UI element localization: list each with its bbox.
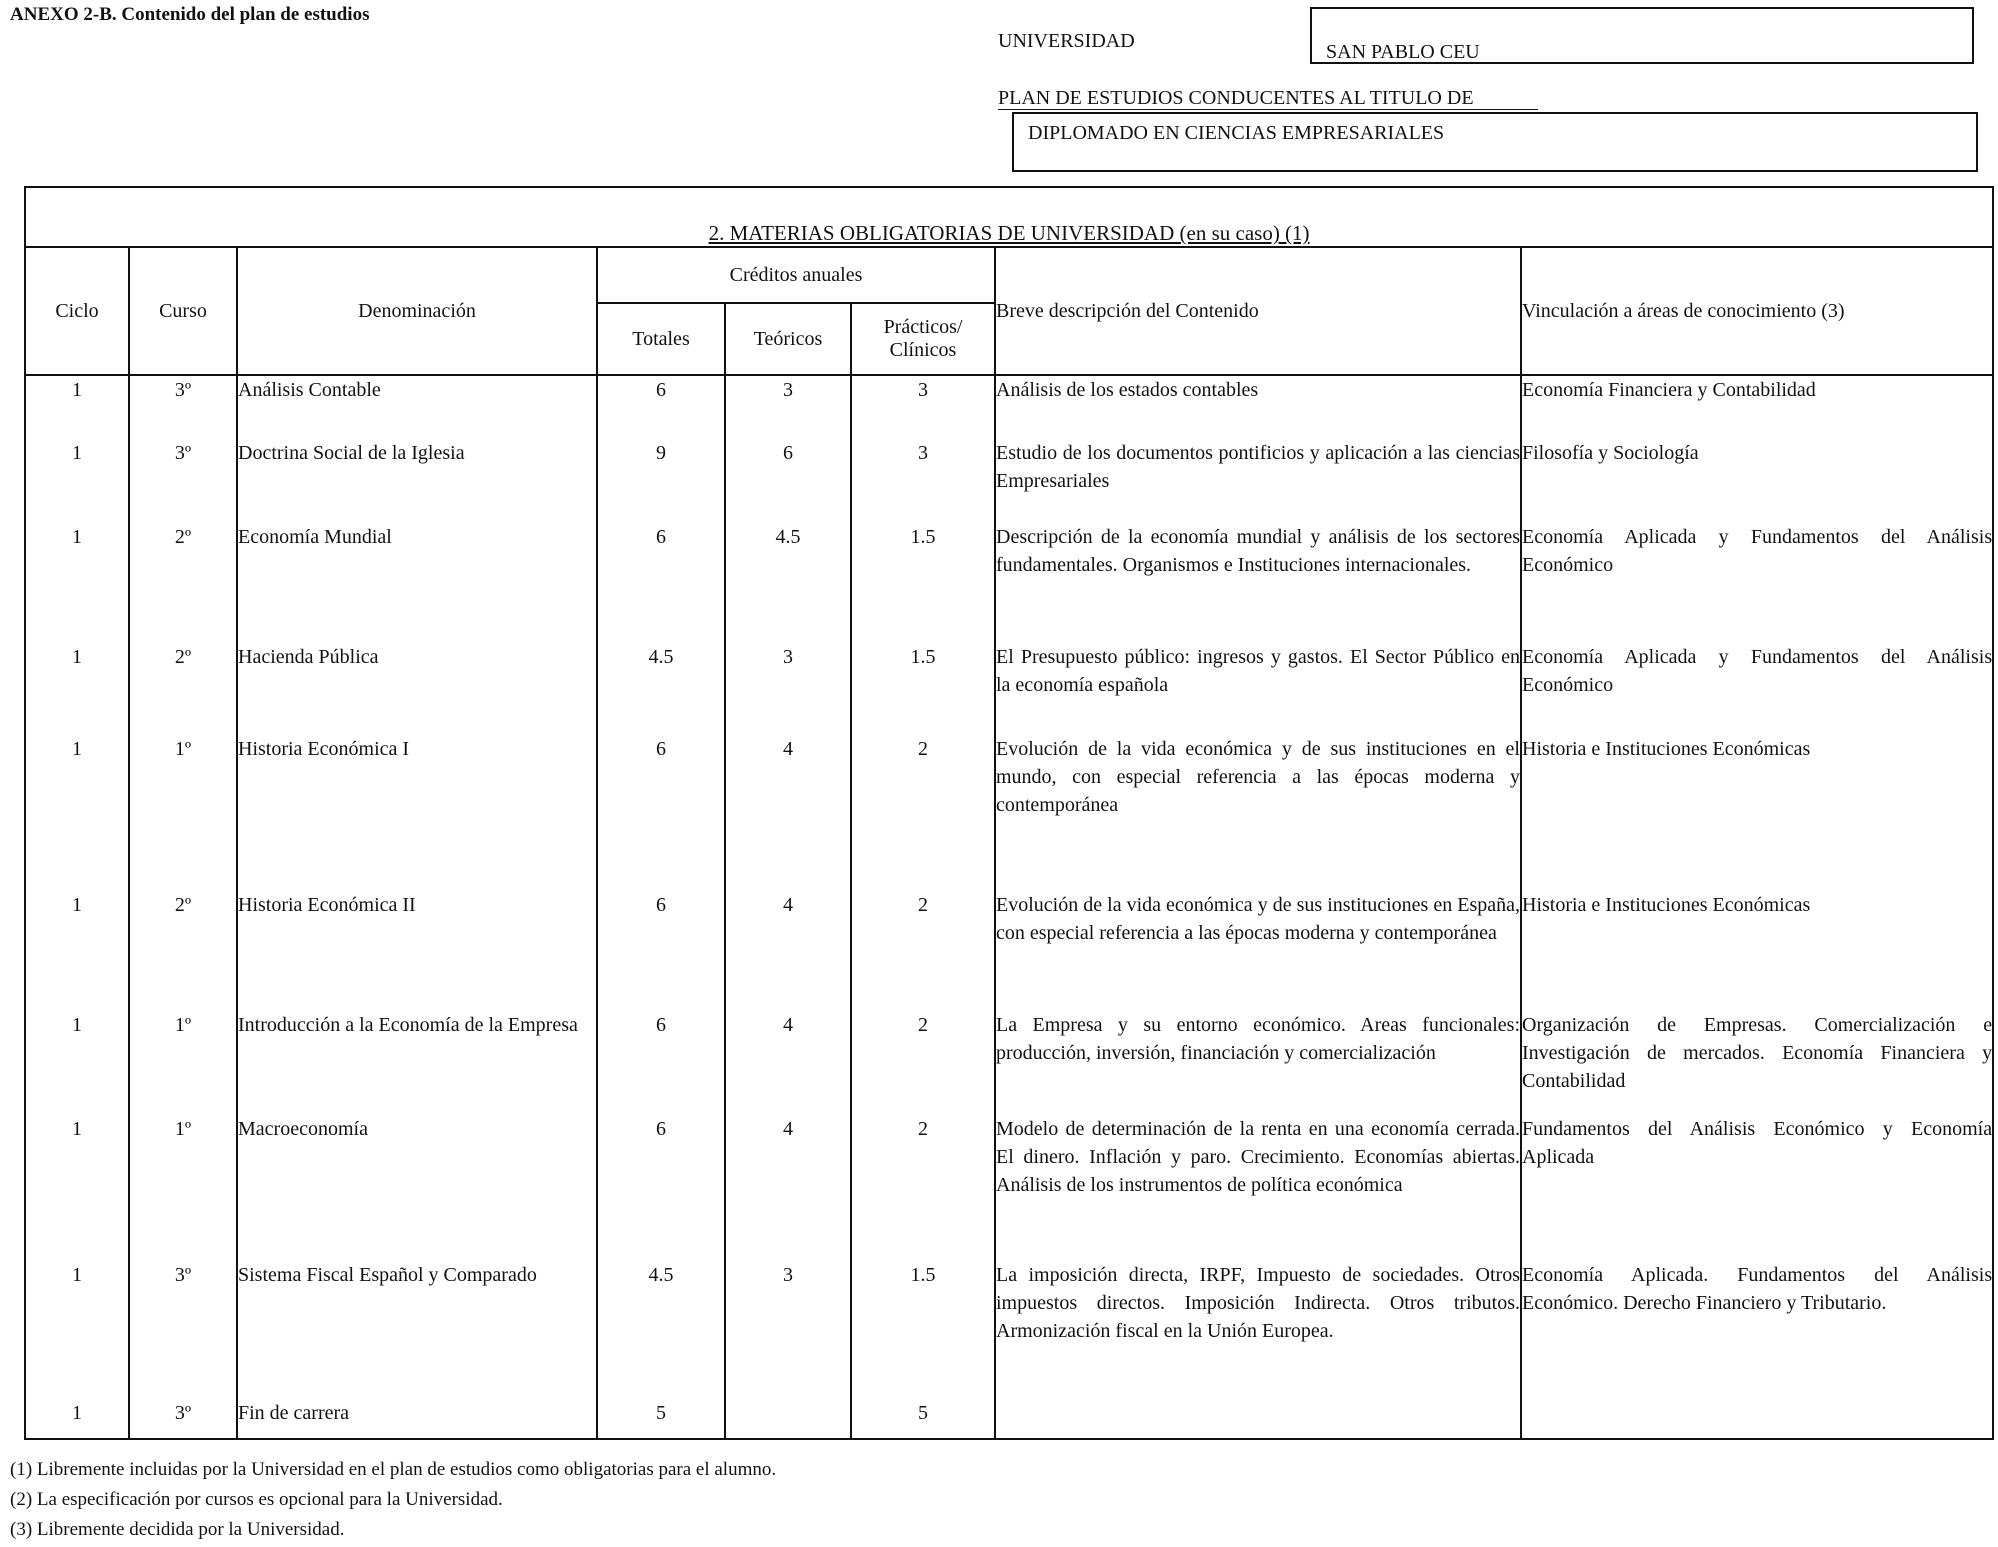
denominacion-cell: Macroeconomía: [237, 1115, 597, 1261]
table-row: [25, 1399, 1993, 1439]
totales-cell: 5: [597, 1399, 725, 1439]
curso-cell: 1º: [129, 735, 237, 891]
totales-cell: 4.5: [597, 1261, 725, 1399]
totales-cell: 9: [597, 439, 725, 523]
ciclo-cell: 1: [25, 439, 129, 523]
curso-cell: 1º: [129, 1011, 237, 1115]
ciclo-cell: 1: [25, 891, 129, 1011]
university-value: SAN PABLO CEU: [1326, 41, 1480, 63]
vinculacion-cell: Organización de Empresas. Comercialización e Investigación de mercados. Economía Financiera y Contabilidad: [1521, 1011, 1993, 1115]
university-label: UNIVERSIDAD: [998, 30, 1135, 52]
header-creditos: Créditos anuales: [597, 247, 995, 303]
teoricos-cell: 4: [725, 1011, 851, 1115]
denominacion-cell: Sistema Fiscal Español y Comparado: [237, 1261, 597, 1399]
vinculacion-cell: Historia e Instituciones Económicas: [1521, 891, 1993, 1011]
ciclo-cell: 1: [25, 1399, 129, 1439]
vinculacion-cell: Economía Aplicada. Fundamentos del Análisis Económico. Derecho Financiero y Tributario.: [1521, 1261, 1993, 1399]
footnote-3: (3) Libremente decidida por la Universidad.: [10, 1519, 345, 1540]
curso-cell: 2º: [129, 891, 237, 1011]
teoricos-cell: 6: [725, 439, 851, 523]
totales-cell: 6: [597, 1011, 725, 1115]
table-title: 2. MATERIAS OBLIGATORIAS DE UNIVERSIDAD (en su caso) (1): [25, 187, 1993, 247]
descripcion-cell: La imposición directa, IRPF, Impuesto de sociedades. Otros impuestos directos. Imposición Indirecta. Otros tributos. Armonización fiscal en la Unión Europea.: [995, 1261, 1521, 1399]
curso-cell: 3º: [129, 1399, 237, 1439]
table-body: [25, 375, 1993, 1439]
vinculacion-cell: Historia e Instituciones Económicas: [1521, 735, 1993, 891]
ciclo-cell: 1: [25, 375, 129, 439]
degree-value: DIPLOMADO EN CIENCIAS EMPRESARIALES: [1028, 122, 1445, 144]
teoricos-cell: 4.5: [725, 523, 851, 643]
descripcion-cell: Modelo de determinación de la renta en una economía cerrada. El dinero. Inflación y paro. Crecimiento. Economías abiertas. Análisis de los instrumentos de política económica: [995, 1115, 1521, 1261]
denominacion-cell: Doctrina Social de la Iglesia: [237, 439, 597, 523]
vinculacion-cell: [1521, 1399, 1993, 1439]
header-practicos: Prácticos/ Clínicos: [851, 303, 995, 375]
totales-cell: 4.5: [597, 643, 725, 735]
curso-cell: 2º: [129, 523, 237, 643]
teoricos-cell: 4: [725, 1115, 851, 1261]
teoricos-cell: 3: [725, 375, 851, 439]
footnote-1: (1) Libremente incluidas por la Universidad en el plan de estudios como obligatorias para el alumno.: [10, 1459, 777, 1480]
descripcion-cell: La Empresa y su entorno económico. Areas funcionales: producción, inversión, financiación y comercialización: [995, 1011, 1521, 1115]
footnote-2: (2) La especificación por cursos es opcional para la Universidad.: [10, 1489, 503, 1510]
ciclo-cell: 1: [25, 1261, 129, 1399]
denominacion-cell: Hacienda Pública: [237, 643, 597, 735]
table-row: [25, 1011, 1993, 1115]
header-totales: Totales: [597, 303, 725, 375]
table-row: [25, 1115, 1993, 1261]
vinculacion-cell: Economía Aplicada y Fundamentos del Análisis Económico: [1521, 643, 1993, 735]
teoricos-cell: 4: [725, 735, 851, 891]
practicos-cell: 1.5: [851, 643, 995, 735]
header-denominacion: Denominación: [237, 247, 597, 375]
practicos-cell: 2: [851, 1115, 995, 1261]
totales-cell: 6: [597, 375, 725, 439]
table-row: [25, 375, 1993, 439]
table-row: [25, 439, 1993, 523]
header-teoricos: Teóricos: [725, 303, 851, 375]
practicos-cell: 1.5: [851, 523, 995, 643]
descripcion-cell: Evolución de la vida económica y de sus instituciones en el mundo, con especial referencia a las épocas moderna y contemporánea: [995, 735, 1521, 891]
curso-cell: 3º: [129, 375, 237, 439]
header-curso: Curso: [129, 247, 237, 375]
annex-title: ANEXO 2-B. Contenido del plan de estudios: [10, 4, 370, 25]
curso-cell: 3º: [129, 439, 237, 523]
ciclo-cell: 1: [25, 1011, 129, 1115]
denominacion-cell: Economía Mundial: [237, 523, 597, 643]
totales-cell: 6: [597, 1115, 725, 1261]
totales-cell: 6: [597, 735, 725, 891]
teoricos-cell: [725, 1399, 851, 1439]
practicos-cell: 5: [851, 1399, 995, 1439]
totales-cell: 6: [597, 523, 725, 643]
denominacion-cell: Fin de carrera: [237, 1399, 597, 1439]
curso-cell: 2º: [129, 643, 237, 735]
practicos-cell: 3: [851, 439, 995, 523]
table-row: [25, 523, 1993, 643]
denominacion-cell: Historia Económica II: [237, 891, 597, 1011]
header-vinculacion: Vinculación a áreas de conocimiento (3): [1521, 247, 1993, 375]
table-row: [25, 1261, 1993, 1399]
descripcion-cell: Evolución de la vida económica y de sus instituciones en España, con especial referencia a las épocas moderna y contemporánea: [995, 891, 1521, 1011]
practicos-cell: 2: [851, 1011, 995, 1115]
plan-underline: [998, 109, 1538, 110]
practicos-cell: 1.5: [851, 1261, 995, 1399]
curso-cell: 1º: [129, 1115, 237, 1261]
teoricos-cell: 3: [725, 1261, 851, 1399]
footnotes: [10, 1455, 776, 1545]
vinculacion-cell: Fundamentos del Análisis Económico y Economía Aplicada: [1521, 1115, 1993, 1261]
descripcion-cell: Descripción de la economía mundial y análisis de los sectores fundamentales. Organismos e Instituciones internacionales.: [995, 523, 1521, 643]
plan-label: PLAN DE ESTUDIOS CONDUCENTES AL TITULO DE: [998, 87, 1474, 109]
table-row: [25, 643, 1993, 735]
ciclo-cell: 1: [25, 643, 129, 735]
descripcion-cell: Estudio de los documentos pontificios y aplicación a las ciencias Empresariales: [995, 439, 1521, 523]
materias-table: [24, 186, 1994, 1440]
vinculacion-cell: Filosofía y Sociología: [1521, 439, 1993, 523]
ciclo-cell: 1: [25, 1115, 129, 1261]
table-row: [25, 735, 1993, 891]
denominacion-cell: Introducción a la Economía de la Empresa: [237, 1011, 597, 1115]
denominacion-cell: Historia Económica I: [237, 735, 597, 891]
vinculacion-cell: Economía Aplicada y Fundamentos del Análisis Económico: [1521, 523, 1993, 643]
teoricos-cell: 3: [725, 643, 851, 735]
practicos-cell: 2: [851, 735, 995, 891]
header-descripcion: Breve descripción del Contenido: [995, 247, 1521, 375]
header-ciclo: Ciclo: [25, 247, 129, 375]
descripcion-cell: [995, 1399, 1521, 1439]
curso-cell: 3º: [129, 1261, 237, 1399]
denominacion-cell: Análisis Contable: [237, 375, 597, 439]
practicos-cell: 2: [851, 891, 995, 1011]
descripcion-cell: El Presupuesto público: ingresos y gastos. El Sector Público en la economía española: [995, 643, 1521, 735]
table-row: [25, 891, 1993, 1011]
vinculacion-cell: Economía Financiera y Contabilidad: [1521, 375, 1993, 439]
ciclo-cell: 1: [25, 735, 129, 891]
ciclo-cell: 1: [25, 523, 129, 643]
descripcion-cell: Análisis de los estados contables: [995, 375, 1521, 439]
teoricos-cell: 4: [725, 891, 851, 1011]
totales-cell: 6: [597, 891, 725, 1011]
practicos-cell: 3: [851, 375, 995, 439]
